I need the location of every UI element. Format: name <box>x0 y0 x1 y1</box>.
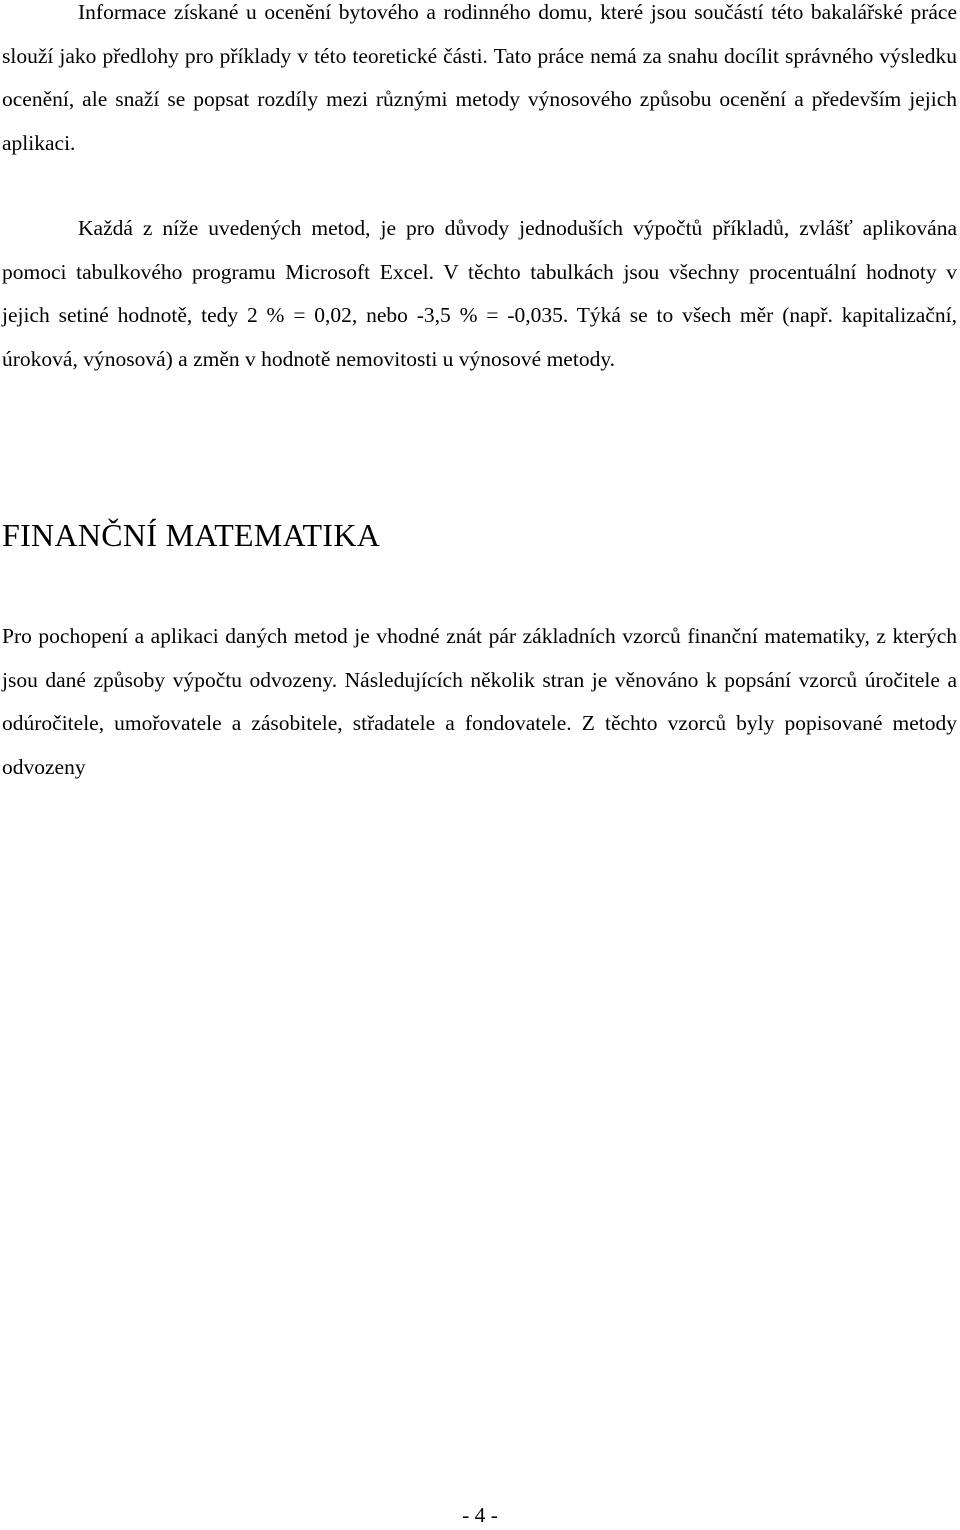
intro-paragraph: Informace získané u ocenění bytového a rodinného domu, které jsou součástí této bakalářské práce slouží jako předlohy pro příklady v této teoretické části. Tato práce nemá za snahu docílit správného výsledku ocenění, ale snaží se popsat rozdíly mezi různými metody výnosového způsobu ocenění a především jejich aplikaci. <box>2 0 957 155</box>
section-paragraph: Pro pochopení a aplikaci daných metod je vhodné znát pár základních vzorců finanční matematiky, z kterých jsou dané způsoby výpočtu odvozeny. Následujících několik stran je věnováno k popsání vzorců úročitele a odúročitele, umořovatele a zásobitele, střadatele a fondovatele. Z těchto vzorců byly popisované metody odvozeny <box>2 624 957 779</box>
page-number: - 4 - <box>462 1503 498 1527</box>
excel-note-paragraph: Každá z níže uvedených metod, je pro důvody jednoduších výpočtů příkladů, zvlášť aplikována pomoci tabulkového programu Microsoft Excel. V těchto tabulkách jsou všechny procentuální hodnoty v jejich setiné hodnotě, tedy 2 % = 0,02, nebo -3,5 % = -0,035. Týká se to všech měr (např. kapitalizační, úroková, výnosová) a změn v hodnotě nemovitosti u výnosové metody. <box>2 216 957 371</box>
section-heading: FINANČNÍ MATEMATIKA <box>2 517 381 553</box>
